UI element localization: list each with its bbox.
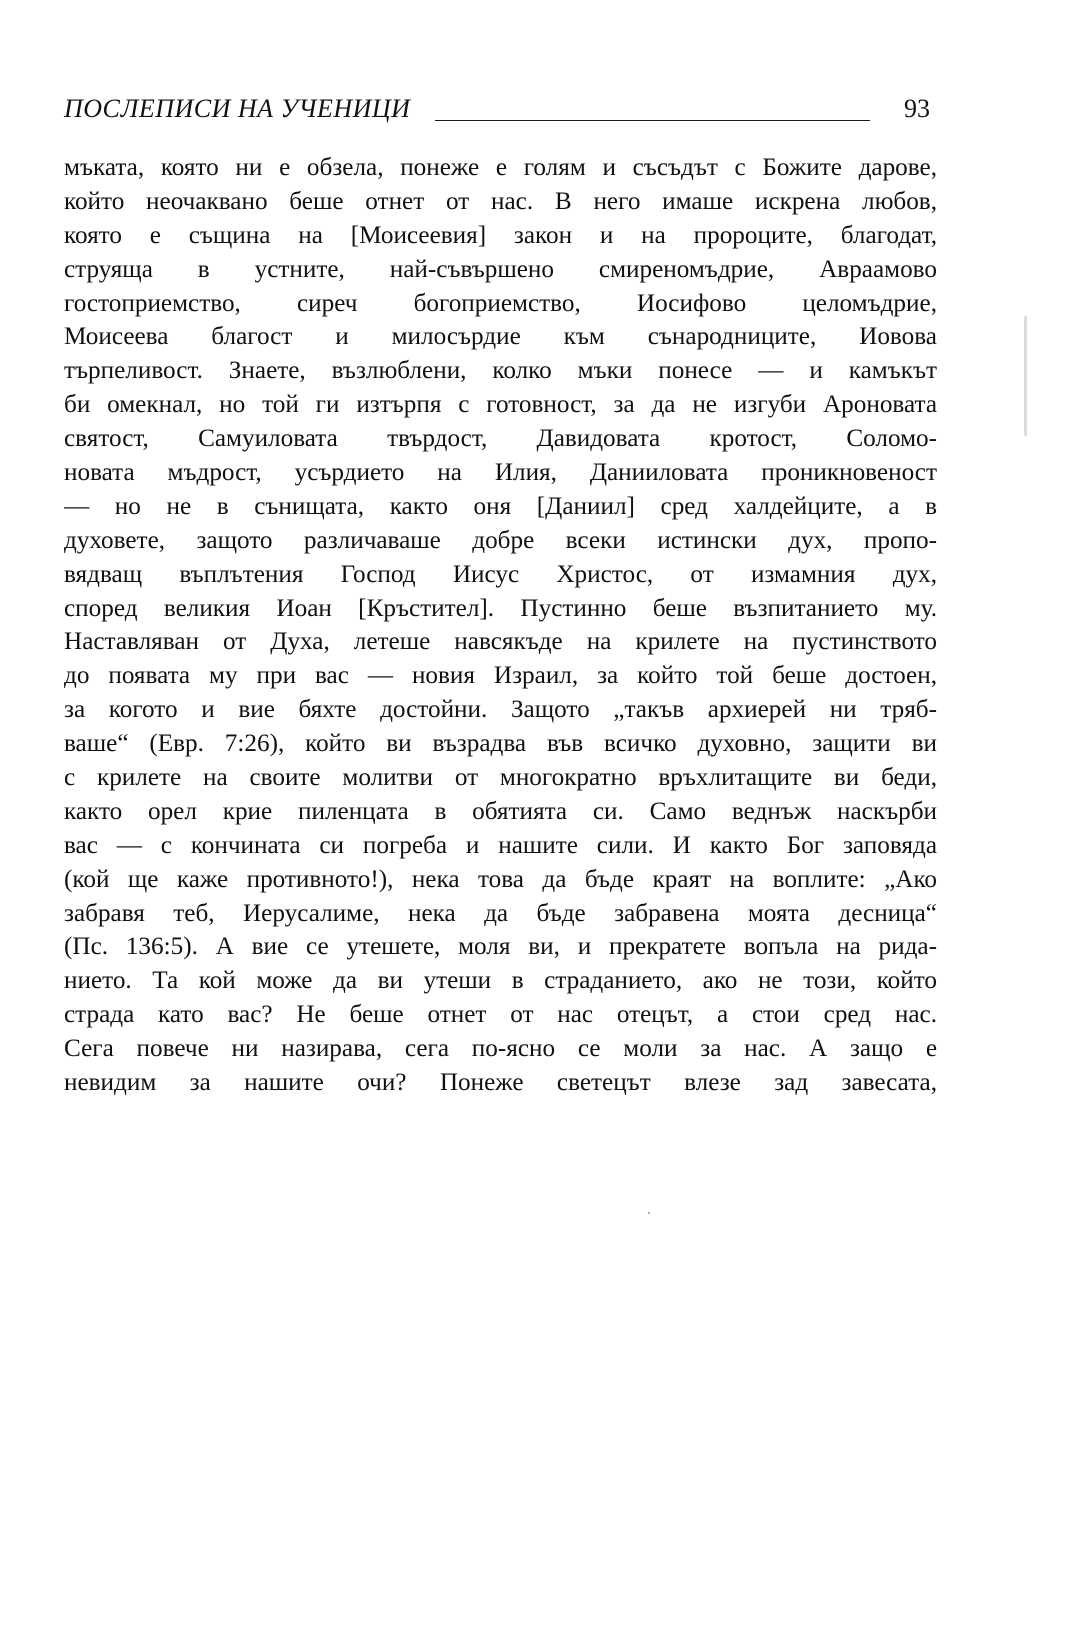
scan-speck (648, 1212, 650, 1214)
page-number: 93 (904, 94, 930, 123)
page-header (64, 92, 930, 132)
header-rule (435, 120, 870, 121)
page-edge-mark (1024, 316, 1027, 436)
text-line: с крилете на своите молитви от многократно връхлитащите ви беди, (64, 764, 937, 792)
text-line: струяща в устните, най-съвършено смиреномъдрие, Авраамово (64, 255, 937, 283)
text-line: новата мъдрост, усърдието на Илия, Данииловата проникновеност (64, 459, 937, 487)
text-line: забравя теб, Иерусалиме, нека да бъде забравена моята десница“ (64, 899, 937, 927)
text-line: страда като вас? Не беше отнет от нас отецът, а стои сред нас. (64, 1001, 937, 1029)
text-line: духовете, защото различаваше добре всеки истински дух, пропо- (64, 526, 937, 554)
text-line: за когото и вие бяхте достойни. Защото „такъв архиерей ни тряб- (64, 696, 937, 724)
text-line: (Пс. 136:5). А вие се утешете, моля ви, и прекратете вопъла на рида- (64, 933, 937, 961)
text-line: както орел крие пиленцата в обятията си. Само веднъж наскърби (64, 797, 937, 825)
text-line: — но не в сънищата, както оня [Даниил] сред халдейците, а в (64, 492, 937, 520)
text-line: (кой ще каже противното!), нека това да бъде краят на воплите: „Ако (64, 865, 937, 893)
text-line: нието. Та кой може да ви утеши в страданието, ако не този, който (64, 967, 937, 995)
text-line: според великия Иоан [Кръстител]. Пустинно беше възпитанието му. (64, 594, 937, 622)
text-line: която е същина на [Моисеевия] закон и на пророците, благодат, (64, 221, 937, 249)
text-line: който неочаквано беше отнет от нас. В него имаше искрена любов, (64, 187, 937, 215)
text-line: невидим за нашите очи? Понеже светецът влезе зад завесата, (64, 1069, 937, 1097)
body-text (64, 151, 937, 1100)
text-line: святост, Самуиловата твърдост, Давидовата кротост, Соломо- (64, 425, 937, 453)
text-line: ваше“ (Евр. 7:26), който ви възрадва във всичко духовно, защити ви (64, 730, 937, 758)
running-title: ПОСЛЕПИСИ НА УЧЕНИЦИ (64, 94, 411, 123)
text-line: Наставляван от Духа, летеше навсякъде на крилете на пустинството (64, 628, 937, 656)
text-line: Сега повече ни назирава, сега по-ясно се моли за нас. А защо е (64, 1035, 937, 1063)
text-line: мъката, която ни е обзела, понеже е голям и съсъдът с Божите дарове, (64, 154, 937, 181)
text-line: Моисеева благост и милосърдие към сънародниците, Иовова (64, 323, 937, 351)
text-line: би омекнал, но той ги изтърпя с готовност, за да не изгуби Ароновата (64, 391, 937, 419)
text-line: гостоприемство, сиреч богоприемство, Иосифово целомъдрие, (64, 289, 937, 317)
text-line: вас — с кончината си погреба и нашите сили. И както Бог заповяда (64, 831, 937, 859)
text-line: вядващ въплътения Господ Иисус Христос, от измамния дух, (64, 560, 937, 588)
text-line: търпеливост. Знаете, възлюблени, колко мъки понесе — и камъкът (64, 357, 937, 385)
text-line: до появата му при вас — новия Израил, за който той беше достоен, (64, 662, 937, 690)
